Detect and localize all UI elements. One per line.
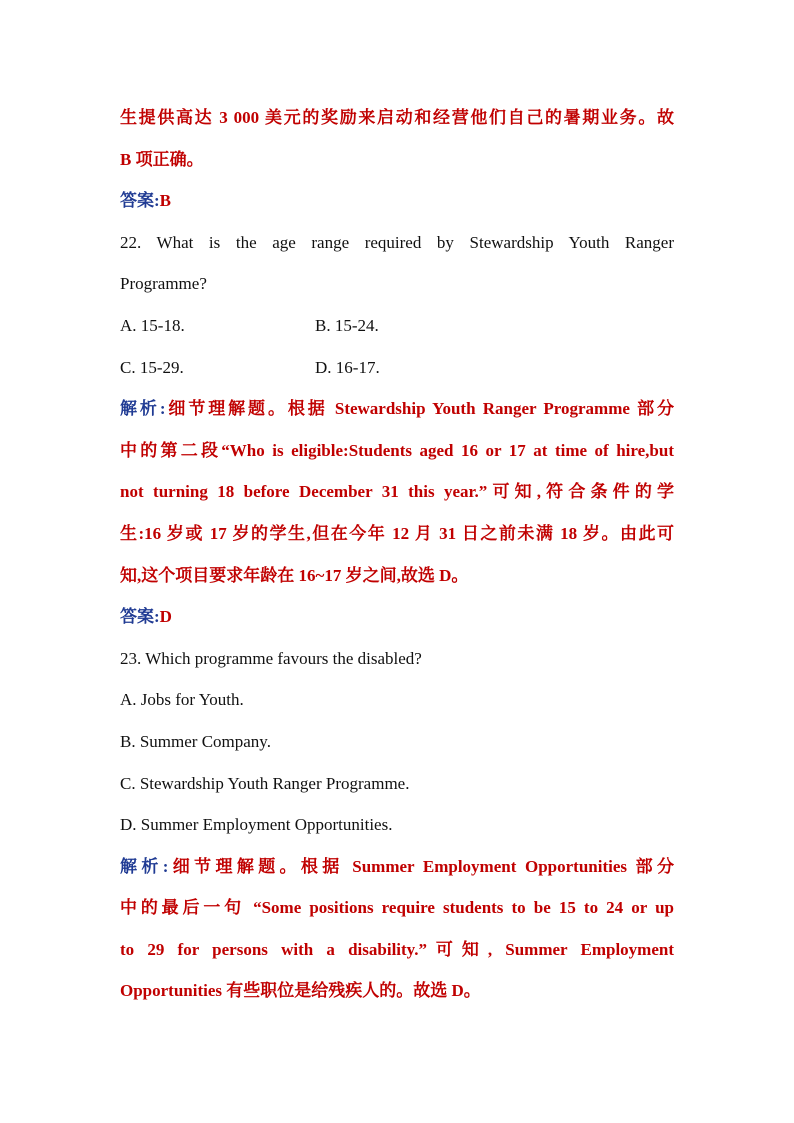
q22-explanation-line: not turning 18 before December 31 this year.”可知,符合条件的学: [120, 482, 674, 502]
q22-explanation-line: 知,这个项目要求年龄在 16~17 岁之间,故选 D。: [120, 565, 469, 585]
answer-value: B: [159, 191, 172, 211]
answer-value: D: [159, 607, 172, 627]
explanation-text: 细节理解题。根据 Stewardship Youth Ranger Programme 部分: [165, 399, 674, 419]
q21-explanation-line: 生提供高达 3 000 美元的奖励来启动和经营他们自己的暑期业务。故: [120, 108, 674, 127]
document-content: [120, 97, 674, 1012]
q22-option-a: A. 15-18.: [120, 315, 185, 335]
q22-option-d: D. 16-17.: [315, 357, 380, 377]
q22-option-c: C. 15-29.: [120, 357, 184, 377]
q23-option-c: C. Stewardship Youth Ranger Programme.: [120, 773, 410, 793]
explanation-label: 解析:: [120, 399, 166, 419]
explanation-text: 细节理解题。根据 Summer Employment Opportunities 部分: [168, 856, 674, 876]
q23-explanation-line: Opportunities 有些职位是给残疾人的。故选 D。: [120, 981, 481, 1001]
q22-explanation-line: 中的第二段“Who is eligible:Students aged 16 or 17 at time of hire,but: [120, 440, 674, 460]
q22-explanation-line: 生:16 岁或 17 岁的学生,但在今年 12 月 31 日之前未满 18 岁。由此可: [120, 523, 674, 543]
q22-option-b: B. 15-24.: [315, 315, 379, 335]
q23-option-d: D. Summer Employment Opportunities.: [120, 815, 393, 835]
q22-question-line: Programme?: [120, 274, 207, 294]
q23-explanation-line: to 29 for persons with a disability.”可知, Summer Employment: [120, 939, 674, 959]
q22-options-row: [120, 347, 674, 389]
q22-answer: [120, 596, 674, 638]
q23-option-a: A. Jobs for Youth.: [120, 690, 244, 710]
q21-answer: [120, 180, 674, 222]
q22-options-row: [120, 305, 674, 347]
q23-question: 23. Which programme favours the disabled?: [120, 648, 422, 668]
q23-explanation-line: [120, 846, 674, 888]
answer-label: 答案:: [120, 191, 160, 211]
q23-explanation-line: 中的最后一句 “Some positions require students to be 15 to 24 or up: [120, 898, 674, 918]
q22-explanation-line: [120, 388, 674, 430]
q21-explanation-line: B 项正确。: [120, 149, 204, 169]
q23-option-b: B. Summer Company.: [120, 731, 271, 751]
q22-question-line: 22. What is the age range required by Stewardship Youth Ranger: [120, 232, 674, 252]
answer-label: 答案:: [120, 607, 160, 627]
explanation-label: 解析:: [120, 856, 169, 876]
